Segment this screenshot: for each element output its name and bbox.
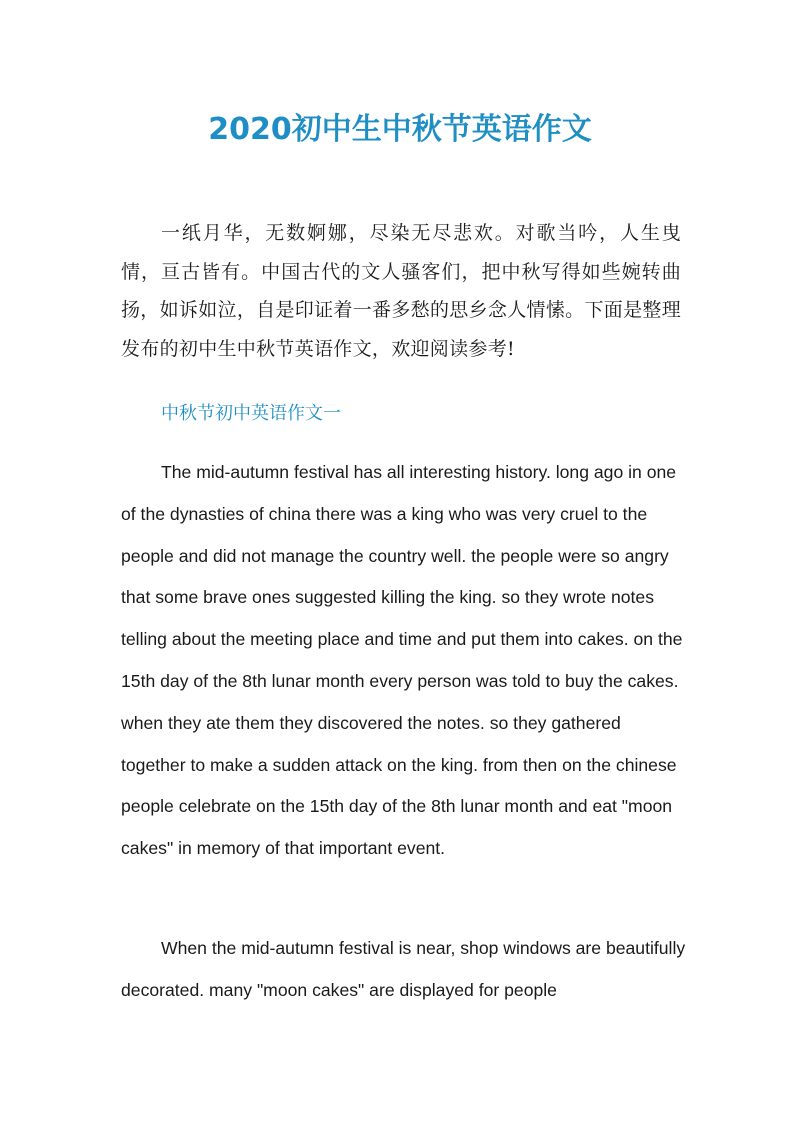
section-heading: 中秋节初中英语作文一 xyxy=(161,403,341,424)
body-paragraph-1: The mid-autumn festival has all interesting history. long ago in one of the dynasties of china there was a king who was very cruel to the people and did not manage the country well. the people were so angry that some brave ones suggested killing the king. so they wrote notes telling about the meeting place and time and put them into cakes. on the 15th day of the 8th lunar month every person was told to buy the cakes. when they ate them they discovered the notes. so they gathered together to make a sudden attack on the king. from then on the chinese people celebrate on the 15th day of the 8th lunar month and eat "moon cakes" in memory of that important event. xyxy=(121,462,683,859)
document-title: 2020初中生中秋节英语作文 xyxy=(208,112,592,147)
body-paragraph-2: When the mid-autumn festival is near, shop windows are beautifully decorated. many "moon cakes" are displayed for people xyxy=(121,938,686,1000)
intro-paragraph: 一纸月华，无数婀娜，尽染无尽悲欢。对歌当吟，人生曳情，亘古皆有。中国古代的文人骚客们，把中秋写得如些婉转曲扬，如诉如泣，自是印证着一番多愁的思乡念人情愫。下面是整理发布的初中生中秋节英语作文，欢迎阅读参考! xyxy=(121,222,681,360)
